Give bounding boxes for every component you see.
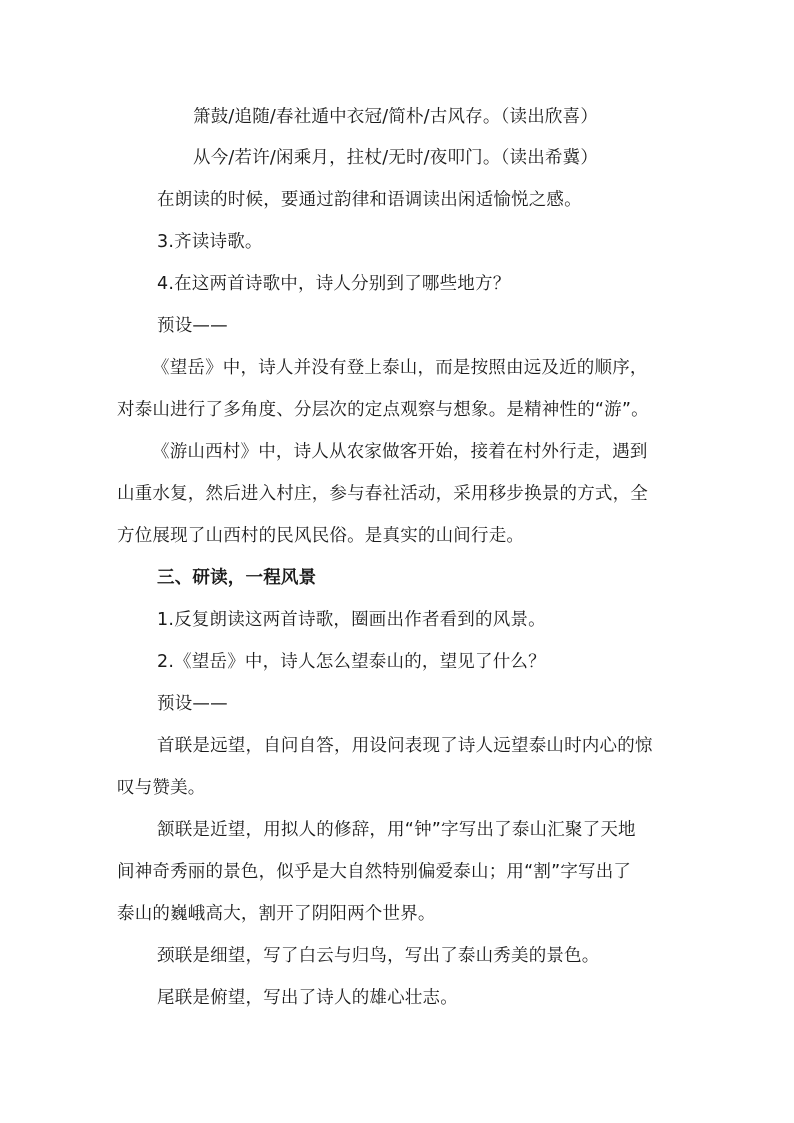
paragraph-weilian: 尾联是俯望，写出了诗人的雄心壮志。	[157, 988, 458, 1008]
step-4-question: 4.在这两首诗歌中，诗人分别到了哪些地方？	[157, 274, 511, 294]
step-2-question: 2.《望岳》中，诗人怎么望泰山的，望见了什么？	[157, 652, 546, 672]
step-3: 3.齐读诗歌。	[157, 232, 263, 252]
poem-line-2: 从今/若许/闲乘月，拄杖/无时/夜叩门。（读出希冀）	[193, 148, 599, 168]
step-1: 1.反复朗读这两首诗歌，圈画出作者看到的风景。	[157, 610, 546, 630]
paragraph-youshanxicun-1: 《游山西村》中，诗人从农家做客开始，接着在村外行走，遇到	[152, 442, 648, 462]
paragraph-hanlian-2: 间神奇秀丽的景色，似乎是大自然特别偏爱泰山；用“割”字写出了	[117, 862, 632, 882]
paragraph-reading-note: 在朗读的时候，要通过韵律和语调读出闲适愉悦之感。	[157, 190, 582, 210]
paragraph-shoulian-1: 首联是远望，自问自答，用设问表现了诗人远望泰山时内心的惊	[157, 736, 653, 756]
paragraph-wangyue-2: 对泰山进行了多角度、分层次的定点观察与想象。是精神性的“游”。	[117, 400, 649, 420]
paragraph-youshanxicun-2: 山重水复，然后进入村庄，参与春社活动，采用移步换景的方式，全	[117, 484, 648, 504]
paragraph-hanlian-1: 颔联是近望，用拟人的修辞，用“钟”字写出了泰山汇聚了天地	[157, 820, 636, 840]
preset-label-1: 预设——	[157, 316, 228, 336]
paragraph-hanlian-3: 泰山的巍峨高大，割开了阴阳两个世界。	[117, 904, 436, 924]
section-heading-3: 三、研读，一程风景	[157, 568, 317, 588]
poem-line-1: 箫鼓/追随/春社遁中衣冠/简朴/古风存。（读出欣喜）	[193, 107, 599, 127]
paragraph-wangyue-1: 《望岳》中，诗人并没有登上泰山，而是按照由远及近的顺序，	[152, 358, 648, 378]
paragraph-shoulian-2: 叹与赞美。	[117, 778, 206, 798]
paragraph-youshanxicun-3: 方位展现了山西村的民风民俗。是真实的山间行走。	[117, 526, 525, 546]
paragraph-jinglian: 颈联是细望，写了白云与归鸟，写出了泰山秀美的景色。	[157, 946, 600, 966]
preset-label-2: 预设——	[157, 694, 228, 714]
